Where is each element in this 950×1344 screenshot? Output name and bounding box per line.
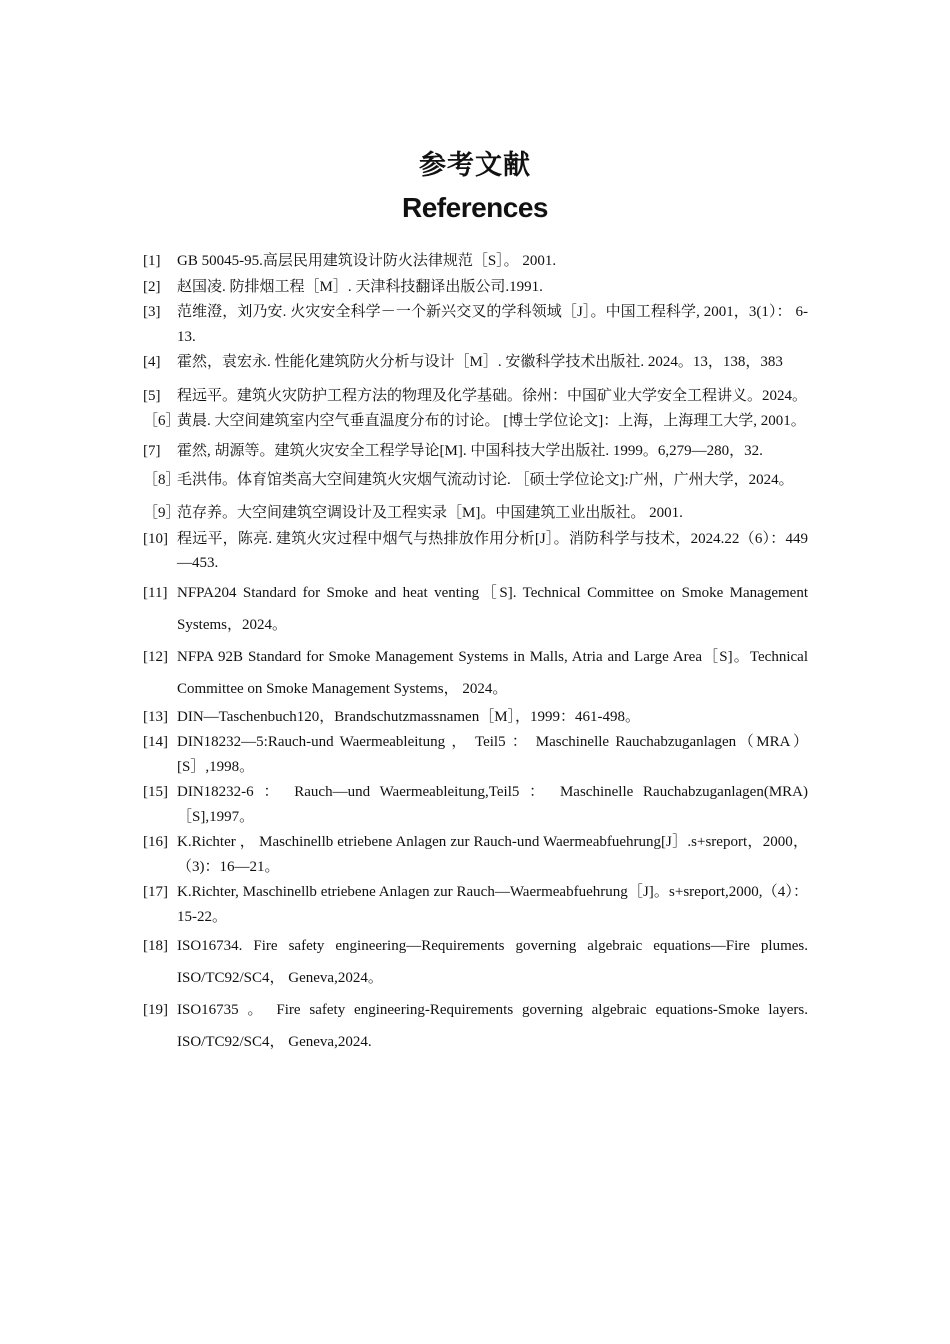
reference-text: ISO16734. Fire safety engineering—Requirements governing algebraic equations—Fire plumes. ISO/TC92/SC4， Geneva,2024。 xyxy=(177,938,808,986)
reference-item-15 xyxy=(143,780,808,829)
reference-item-11 xyxy=(143,577,808,641)
reference-list xyxy=(143,249,808,1058)
reference-item-8 xyxy=(143,468,808,493)
reference-item-4 xyxy=(143,350,808,375)
reference-item-5 xyxy=(143,384,808,409)
reference-number: [18] xyxy=(143,938,168,954)
reference-item-10 xyxy=(143,527,808,576)
reference-text: 程远平。建筑火灾防护工程方法的物理及化学基础。徐州：中国矿业大学安全工程讲义。2024。 xyxy=(177,387,808,404)
reference-number: [2] xyxy=(143,278,161,295)
reference-text: DIN18232-6 ： Rauch—und Waermeableitung,Teil5 ： Maschinelle Rauchabzuganlagen(MRA)［S],1997。 xyxy=(177,784,808,825)
reference-text: DIN—Taschenbuch120，Brandschutzmassnamen［M］，1999：461-498。 xyxy=(177,708,641,725)
reference-number: [19] xyxy=(143,1002,168,1018)
reference-text: 黄晨. 大空间建筑室内空气垂直温度分布的讨论。 [博士学位论文]：上海，上海理工大学, 2001。 xyxy=(177,413,806,429)
reference-item-3 xyxy=(143,300,808,349)
reference-text: NFPA 92B Standard for Smoke Management Systems in Malls, Atria and Large Area［S]。Technical Committee on Smoke Management Systems， 2024。 xyxy=(177,648,808,697)
reference-number: ［6］ xyxy=(143,413,181,429)
page-title-english: References xyxy=(402,192,548,223)
reference-item-2 xyxy=(143,275,808,300)
reference-number: [3] xyxy=(143,304,161,320)
reference-text: 毛洪伟。体育馆类高大空间建筑火灾烟气流动讨论. ［硕士学位论文]:广州，广州大学，2024。 xyxy=(177,471,794,488)
reference-number: [16] xyxy=(143,834,168,850)
reference-number: [4] xyxy=(143,354,161,370)
reference-item-9 xyxy=(143,501,808,526)
reference-number: [11] xyxy=(143,584,168,601)
reference-text: 赵国凌. 防排烟工程［M］. 天津科技翻译出版公司.1991. xyxy=(177,278,543,295)
reference-text: 程远平，陈亮. 建筑火灾过程中烟气与热排放作用分析[J］。消防科学与技术，2024.22（6）：449—453. xyxy=(177,530,808,571)
reference-text: ISO16735 。 Fire safety engineering-Requirements governing algebraic equations-Smoke layers. ISO/TC92/SC4， Geneva,2024. xyxy=(177,1002,808,1050)
reference-text: NFPA204 Standard for Smoke and heat venting［S]. Technical Committee on Smoke Management Systems，2024。 xyxy=(177,584,808,633)
reference-number: [5] xyxy=(143,387,161,404)
reference-item-6 xyxy=(143,409,808,434)
reference-text: 范维澄，刘乃安. 火灾安全科学－一个新兴交叉的学科领域［J］。中国工程科学, 2001，3(1）： 6-13. xyxy=(177,304,808,345)
reference-item-13 xyxy=(143,705,808,730)
reference-number: [15] xyxy=(143,784,168,800)
reference-text: DIN18232—5:Rauch-und Waermeableitung ， Teil5 ： Maschinelle Rauchabzuganlagen（MRA）[S］,1998。 xyxy=(177,734,808,775)
page-title-chinese: 参考文献 xyxy=(419,150,531,181)
reference-number: [14] xyxy=(143,734,168,750)
reference-item-7 xyxy=(143,435,808,467)
reference-number: [17] xyxy=(143,884,168,900)
reference-item-17 xyxy=(143,880,808,929)
reference-text: 范存养。大空间建筑空调设计及工程实录［M]。中国建筑工业出版社。 2001. xyxy=(177,505,683,521)
reference-item-14 xyxy=(143,730,808,779)
reference-text: GB 50045-95.高层民用建筑设计防火法律规范［S］。 2001. xyxy=(177,253,557,269)
reference-text: K.Richter ， Maschinellb etriebene Anlagen zur Rauch-und Waermeabfuehrung[J］.s+sreport，2000，（3)：16—21。 xyxy=(177,834,808,875)
reference-item-16 xyxy=(143,830,808,879)
reference-number: [7] xyxy=(143,442,161,459)
reference-text: 霍然，袁宏永. 性能化建筑防火分析与设计［M］. 安徽科学技术出版社. 2024。13，138，383 xyxy=(177,354,783,370)
reference-item-1 xyxy=(143,249,808,274)
reference-number: ［9］ xyxy=(143,505,181,521)
reference-number: [12] xyxy=(143,648,168,665)
reference-item-12 xyxy=(143,641,808,705)
reference-text: 霍然, 胡源等。建筑火灾安全工程学导论[M]. 中国科技大学出版社. 1999。6,279—280，32. xyxy=(177,442,763,459)
reference-number: [10] xyxy=(143,530,168,547)
reference-number: [13] xyxy=(143,708,168,725)
reference-item-18 xyxy=(143,930,808,994)
reference-item-19 xyxy=(143,994,808,1058)
reference-text: K.Richter, Maschinellb etriebene Anlagen zur Rauch—Waermeabfuehrung［J]。s+sreport,2000,（4）：15-22。 xyxy=(177,884,808,925)
reference-number: [1] xyxy=(143,253,161,269)
reference-number: ［8］ xyxy=(143,471,181,488)
